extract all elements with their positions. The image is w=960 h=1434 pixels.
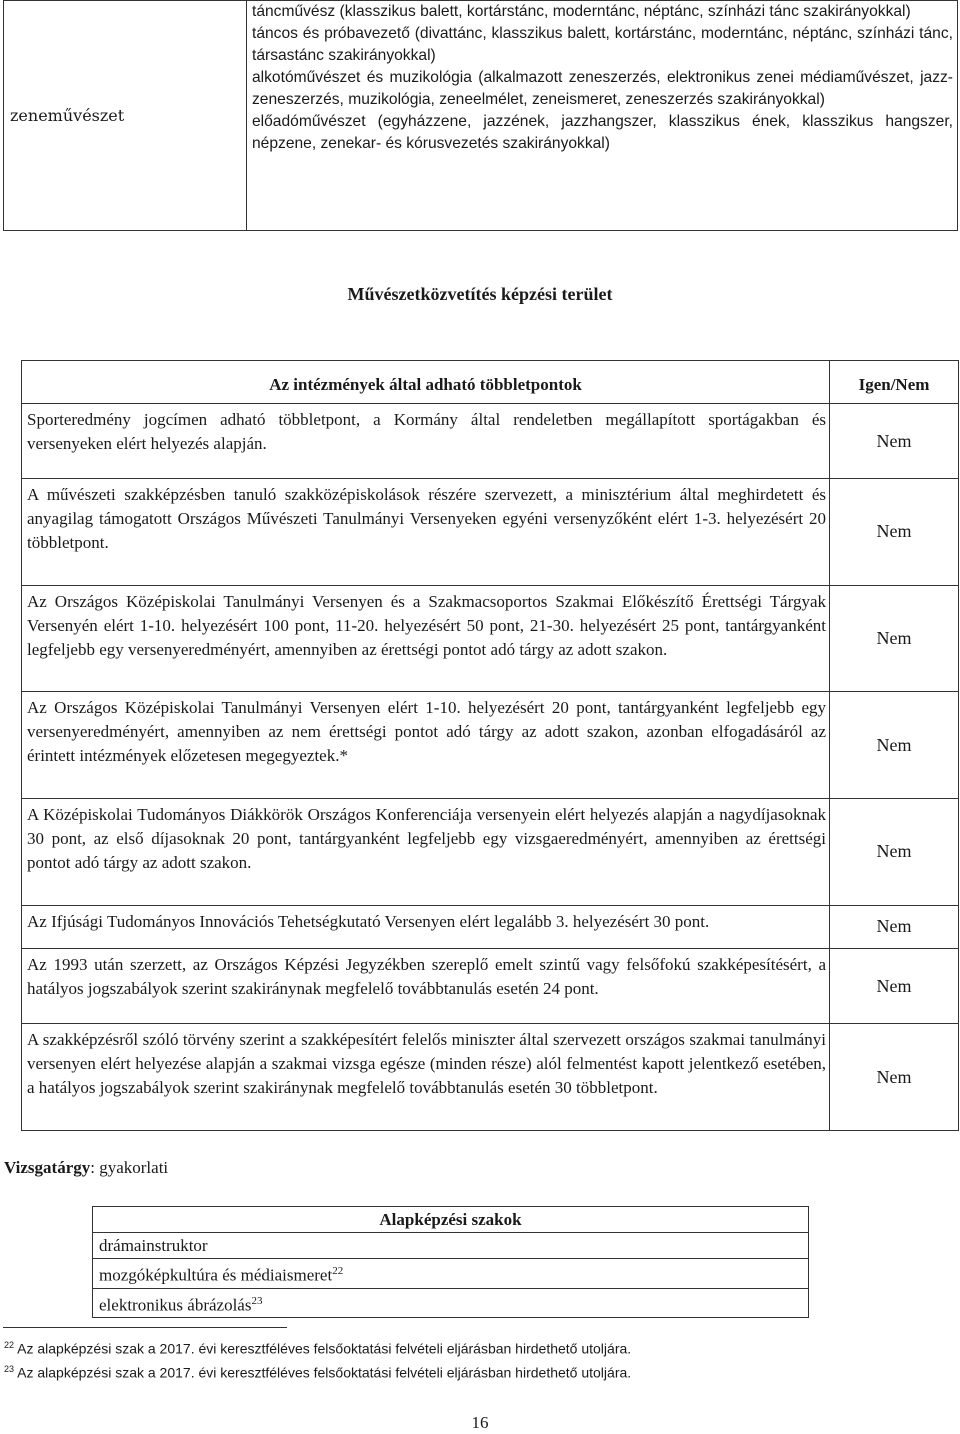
table-row	[22, 799, 959, 906]
row-text: A szakképzésről szóló törvény szerint a szakképesítért felelős miniszter által szervezett országos szakmai tanulmányi versenyen elért helyezése alapján a szakmai vizsga egésze (minden része) alól felmentést kapott jelentkező esetében, a hatályos jogszabályok szerint szakiránynak megfelelő továbbtanulás esetén 30 többletpont.	[22, 1024, 830, 1131]
field-label-cell	[4, 1, 247, 231]
table-row	[22, 692, 959, 799]
program-item: táncművész (klasszikus balett, kortárstánc, moderntánc, néptánc, színházi tánc szakirányokkal)	[252, 3, 911, 20]
programs-title: Alapképzési szakok	[93, 1207, 809, 1233]
header-answer: Igen/Nem	[830, 361, 959, 404]
row-text: Az Országos Középiskolai Tanulmányi Versenyen elért 1-10. helyezésért 20 pont, tantárgyanként legfeljebb egy versenyeredményért, amennyiben az nem érettségi pontot adó tárgy az adott szakon, azonban elfogadásáról az érintett intézmények előzetesen megegyeztek.*	[22, 692, 830, 799]
program-entry	[93, 1259, 809, 1289]
row-answer: Nem	[830, 799, 959, 906]
row-answer: Nem	[830, 905, 959, 948]
row-text: Az 1993 után szerzett, az Országos Képzési Jegyzékben szereplő emelt szintű vagy felsőfokú szakképesítésért, a hatályos jogszabályok szerint szakiránynak megfelelő továbbtanulás esetén 24 pont.	[22, 949, 830, 1024]
program-item: előadóművészet (egyházzene, jazzének, jazzhangszer, klasszikus ének, klasszikus hangszer, népzene, zenekar- és kórusvezetés szakirányokkal)	[252, 113, 953, 152]
program-name: elektronikus ábrázolás	[99, 1295, 252, 1315]
program-entry	[93, 1233, 809, 1259]
program-name: mozgóképkultúra és médiaismeret	[99, 1265, 333, 1285]
row-text: A Középiskolai Tudományos Diákkörök Országos Konferenciája versenyein elért helyezés alapján a nagydíjasoknak 30 pont, az első díjasoknak 20 pont, tantárgyanként legfeljebb egy vizsgaeredményért, amennyiben az érettségi pontot adó tárgy az adott szakon.	[22, 799, 830, 906]
footnote-ref: 22	[332, 1265, 344, 1277]
table-row	[22, 585, 959, 692]
program-entry	[93, 1288, 809, 1318]
table-row	[22, 949, 959, 1024]
row-answer: Nem	[830, 692, 959, 799]
row-text: Az Országos Középiskolai Tanulmányi Versenyen és a Szakmacsoportos Szakmai Előkészítő Érettségi Tárgyak Versenyén elért 1-10. helyezésért 100 pont, 11-20. helyezésért 50 pont, 21-30. helyezésért 25 pont, tantárgyanként legfeljebb egy versenyeredményért, amennyiben az érettségi pontot adó tárgy az adott szakon.	[22, 585, 830, 692]
section-title: Művészetközvetítés képzési terület	[347, 284, 613, 304]
bonus-points-table	[21, 360, 959, 1131]
programs-table	[92, 1206, 809, 1318]
program-item: táncos és próbavezető (divattánc, klasszikus balett, kortárstánc, moderntánc, néptánc, színházi tánc, társastánc szakirányokkal)	[252, 25, 953, 64]
row-answer: Nem	[830, 585, 959, 692]
exam-label: Vizsgatárgy	[4, 1158, 91, 1177]
field-items-cell	[247, 1, 958, 231]
footnote	[4, 1364, 631, 1381]
row-text: A művészeti szakképzésben tanuló szakközépiskolások részére szervezett, a minisztérium által meghirdetett és anyagilag támogatott Országos Művészeti Tanulmányi Versenyeken egyéni versenyzőként elért 1-3. helyezésért 20 többletpont.	[22, 479, 830, 586]
table-row	[22, 404, 959, 479]
footnote-number: 22	[4, 1340, 15, 1350]
row-answer: Nem	[830, 479, 959, 586]
program-table-top	[3, 0, 958, 231]
table-row	[22, 479, 959, 586]
row-answer: Nem	[830, 404, 959, 479]
program-item: alkotóművészet és muzikológia (alkalmazott zeneszerzés, elektronikus zenei médiaművészet, jazz-zeneszerzés, muzikológia, zeneelmélet, zeneismeret, zeneszerzés szakirányokkal)	[252, 69, 953, 108]
footnote-number: 23	[4, 1364, 15, 1374]
page-number: 16	[471, 1413, 489, 1432]
table-row	[22, 905, 959, 948]
footnote	[4, 1340, 631, 1357]
row-answer: Nem	[830, 949, 959, 1024]
footnote-divider	[3, 1327, 287, 1328]
program-name: drámainstruktor	[99, 1236, 208, 1255]
footnote-text: Az alapképzési szak a 2017. évi keresztféléves felsőoktatási felvételi eljárásban hirdethető utoljára.	[17, 1340, 632, 1357]
row-text: Az Ifjúsági Tudományos Innovációs Tehetségkutató Versenyen elért legalább 3. helyezésért 30 pont.	[22, 905, 830, 948]
field-label: zeneművészet	[10, 106, 125, 125]
row-text: Sporteredmény jogcímen adható többletpont, a Kormány által rendeletben megállapított sportágakban és versenyeken elért helyezés alapján.	[22, 404, 830, 479]
header-text: Az intézmények által adható többletpontok	[22, 361, 830, 404]
footnote-text: Az alapképzési szak a 2017. évi keresztféléves felsőoktatási felvételi eljárásban hirdethető utoljára.	[17, 1364, 632, 1381]
exam-value: : gyakorlati	[90, 1158, 169, 1177]
exam-subject-line	[4, 1158, 168, 1178]
table-row	[22, 1024, 959, 1131]
row-answer: Nem	[830, 1024, 959, 1131]
table-header-row	[22, 361, 959, 404]
footnote-ref: 23	[251, 1294, 263, 1307]
